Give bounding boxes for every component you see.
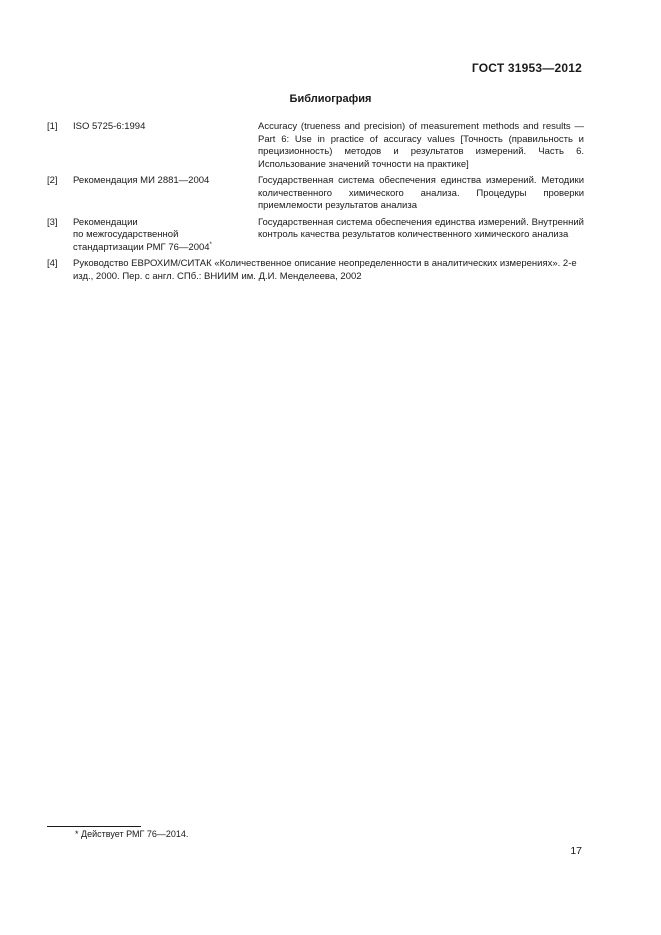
entry-description: Государственная система обеспечения единства измерений. Методики количественного химического анализа. Процедуры проверки приемлемости результатов анализа	[258, 175, 584, 211]
bibliography-entry-4	[47, 258, 584, 283]
entry-source: ISO 5725-6:1994	[73, 121, 146, 132]
entry-source-line: Рекомендации	[73, 216, 138, 228]
entry-source: Рекомендация МИ 2881—2004	[73, 175, 210, 186]
footnote-divider	[47, 826, 141, 827]
footnote-mark: *	[209, 241, 212, 248]
entry-source-line: по межгосударственной	[73, 229, 179, 240]
section-title: Библиография	[289, 93, 372, 105]
footnote: * Действует РМГ 76—2014.	[75, 829, 189, 839]
entry-number: [4]	[47, 258, 58, 269]
entry-source-line	[73, 242, 258, 255]
bibliography-entry-2	[47, 175, 584, 213]
page-number: 17	[570, 845, 582, 857]
entry-number: [2]	[47, 175, 58, 186]
entry-description: Государственная система обеспечения единства измерений. Внутренний контроль качества результатов количественного химического анализа	[258, 216, 584, 240]
entry-source-text: стандартизации РМГ 76—2004	[73, 241, 210, 253]
entry-description: Accuracy (trueness and precision) of measurement methods and results — Part 6: Use in practice of accuracy values [Точность (правильность и прецизионность) методов и результатов измерений. Часть 6. Использование значений точности на практике]	[258, 121, 584, 170]
entry-text: Руководство ЕВРОХИМ/СИТАК «Количественное описание неопределенности в аналитических измерениях». 2-е изд., 2000. Пер. с англ. СПб.: ВНИИМ им. Д.И. Менделеева, 2002	[73, 258, 577, 282]
entry-source	[73, 217, 258, 255]
entry-number: [3]	[47, 216, 58, 228]
bibliography-list	[47, 121, 584, 287]
entry-number: [1]	[47, 121, 58, 132]
bibliography-entry-3	[47, 217, 584, 255]
bibliography-entry-1	[47, 121, 584, 171]
document-code: ГОСТ 31953—2012	[471, 61, 582, 75]
